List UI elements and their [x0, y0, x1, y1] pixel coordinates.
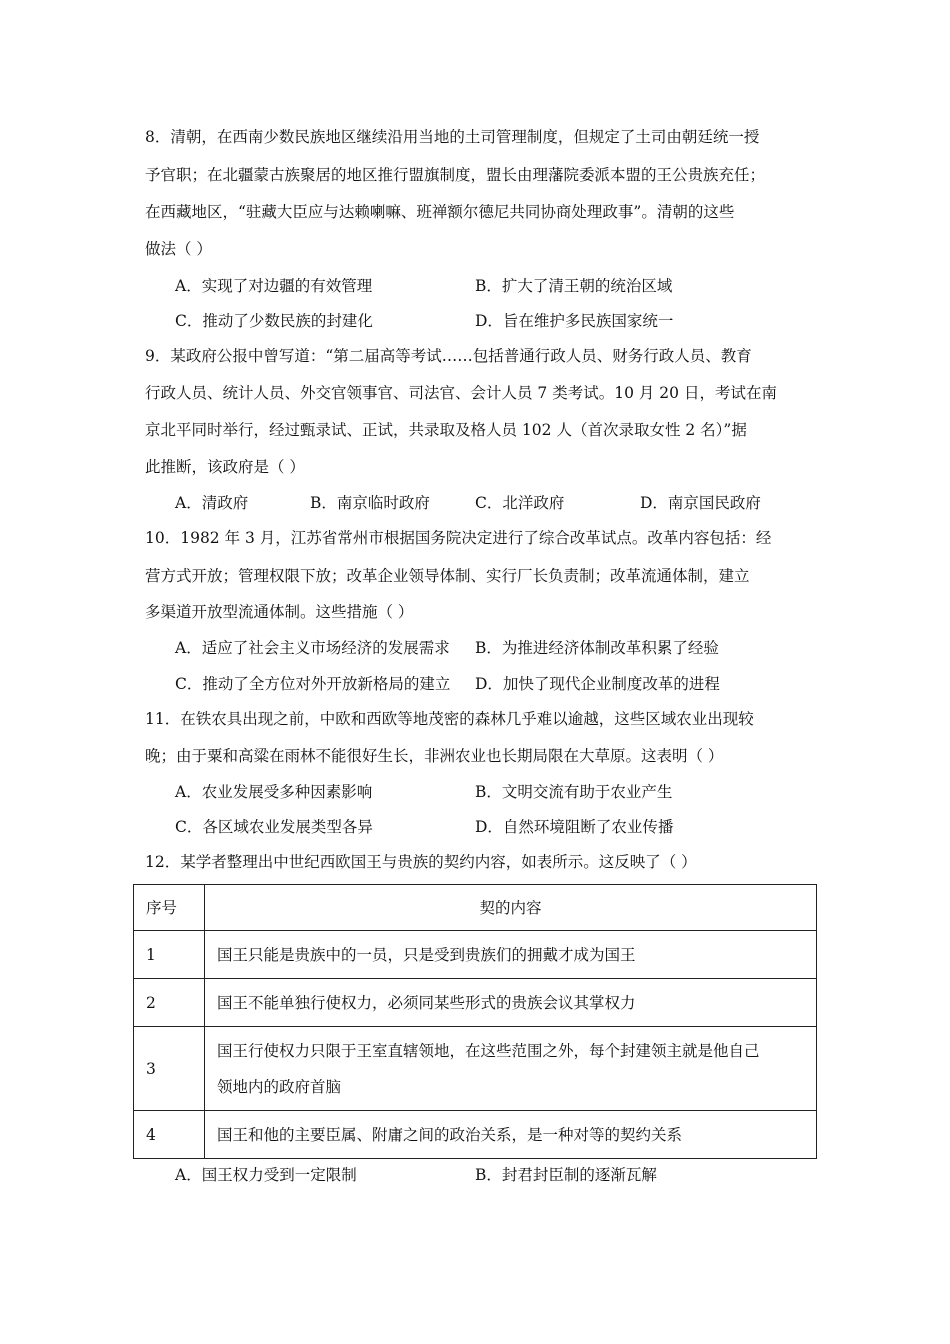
table-cell-content: 国王和他的主要臣属、附庸之间的政治关系，是一种对等的契约关系 — [205, 1111, 817, 1159]
table-header-content: 契的内容 — [205, 885, 817, 931]
table-row — [134, 931, 817, 979]
table-cell-content-line-2: 领地内的政府首脑 — [217, 1077, 342, 1096]
question-9-option-b[interactable]: B．南京临时政府 — [310, 494, 430, 512]
question-11-line-1: 11．在铁农具出现之前，中欧和西欧等地茂密的森林几乎难以逾越，这些区域农业出现较 — [145, 710, 754, 728]
question-9-option-c[interactable]: C．北洋政府 — [475, 494, 565, 512]
contract-table — [133, 884, 817, 1159]
question-11-line-2: 晚；由于粟和高粱在雨林不能很好生长，非洲农业也长期局限在大草原。这表明（ ） — [145, 747, 724, 765]
question-11-option-d[interactable]: D．自然环境阻断了农业传播 — [475, 818, 674, 836]
table-cell-content — [205, 1027, 817, 1111]
question-9-option-a[interactable]: A．清政府 — [175, 494, 249, 512]
table-row — [134, 979, 817, 1027]
question-9-line-1: 9．某政府公报中曾写道：“第二届高等考试……包括普通行政人员、财务行政人员、教育 — [145, 347, 752, 365]
table-cell-number: 4 — [134, 1111, 205, 1159]
question-8-line-1: 8．清朝，在西南少数民族地区继续沿用当地的土司管理制度，但规定了土司由朝廷统一授 — [145, 128, 760, 146]
question-11-option-b[interactable]: B．文明交流有助于农业产生 — [475, 783, 673, 801]
table-cell-number: 2 — [134, 979, 205, 1027]
question-8-option-b[interactable]: B．扩大了清王朝的统治区域 — [475, 277, 673, 295]
question-8-line-3: 在西藏地区，“驻藏大臣应与达赖喇嘛、班禅额尔德尼共同协商处理政事”。清朝的这些 — [145, 203, 735, 221]
question-10-option-c[interactable]: C．推动了全方位对外开放新格局的建立 — [175, 675, 451, 693]
question-10-option-b[interactable]: B．为推进经济体制改革积累了经验 — [475, 639, 719, 657]
question-10-option-a[interactable]: A．适应了社会主义市场经济的发展需求 — [175, 639, 450, 657]
question-8-line-2: 予官职；在北疆蒙古族聚居的地区推行盟旗制度，盟长由理藩院委派本盟的王公贵族充任； — [145, 166, 766, 184]
question-8-option-a[interactable]: A．实现了对边疆的有效管理 — [175, 277, 373, 295]
table-header-number: 序号 — [134, 885, 205, 931]
question-8-line-4: 做法（ ） — [145, 240, 212, 258]
question-11-option-c[interactable]: C．各区域农业发展类型各异 — [175, 818, 373, 836]
table-cell-content: 国王不能单独行使权力，必须同某些形式的贵族会议其掌权力 — [205, 979, 817, 1027]
question-10-line-2: 营方式开放；管理权限下放；改革企业领导体制、实行厂长负责制；改革流通体制，建立 — [145, 567, 750, 585]
question-12-line-1: 12．某学者整理出中世纪西欧国王与贵族的契约内容，如表所示。这反映了（ ） — [145, 853, 697, 871]
table-cell-number: 1 — [134, 931, 205, 979]
question-9-line-2: 行政人员、统计人员、外交官领事官、司法官、会计人员 7 类考试。10 月 20 日，考试在南 — [145, 384, 777, 402]
table-cell-content-line-1: 国王行使权力只限于王室直辖领地，在这些范围之外，每个封建领主就是他自己 — [217, 1041, 760, 1060]
question-10-option-d[interactable]: D．加快了现代企业制度改革的进程 — [475, 675, 720, 693]
question-8-option-d[interactable]: D．旨在维护多民族国家统一 — [475, 312, 674, 330]
question-9-line-4: 此推断，该政府是（ ） — [145, 458, 305, 476]
table-cell-content: 国王只能是贵族中的一员，只是受到贵族们的拥戴才成为国王 — [205, 931, 817, 979]
table-header-row — [134, 885, 817, 931]
question-12-option-a[interactable]: A．国王权力受到一定限制 — [175, 1166, 357, 1184]
table-cell-number: 3 — [134, 1027, 205, 1111]
table-row — [134, 1111, 817, 1159]
question-9-option-d[interactable]: D．南京国民政府 — [640, 494, 761, 512]
question-11-option-a[interactable]: A．农业发展受多种因素影响 — [175, 783, 373, 801]
question-12-option-b[interactable]: B．封君封臣制的逐渐瓦解 — [475, 1166, 657, 1184]
question-9-line-3: 京北平同时举行，经过甄录试、正试，共录取及格人员 102 人（首次录取女性 2 名）”据 — [145, 421, 747, 439]
question-10-line-3: 多渠道开放型流通体制。这些措施（ ） — [145, 603, 414, 621]
table-row — [134, 1027, 817, 1111]
question-10-line-1: 10．1982 年 3 月，江苏省常州市根据国务院决定进行了综合改革试点。改革内容包括：经 — [145, 529, 772, 547]
question-8-option-c[interactable]: C．推动了少数民族的封建化 — [175, 312, 373, 330]
